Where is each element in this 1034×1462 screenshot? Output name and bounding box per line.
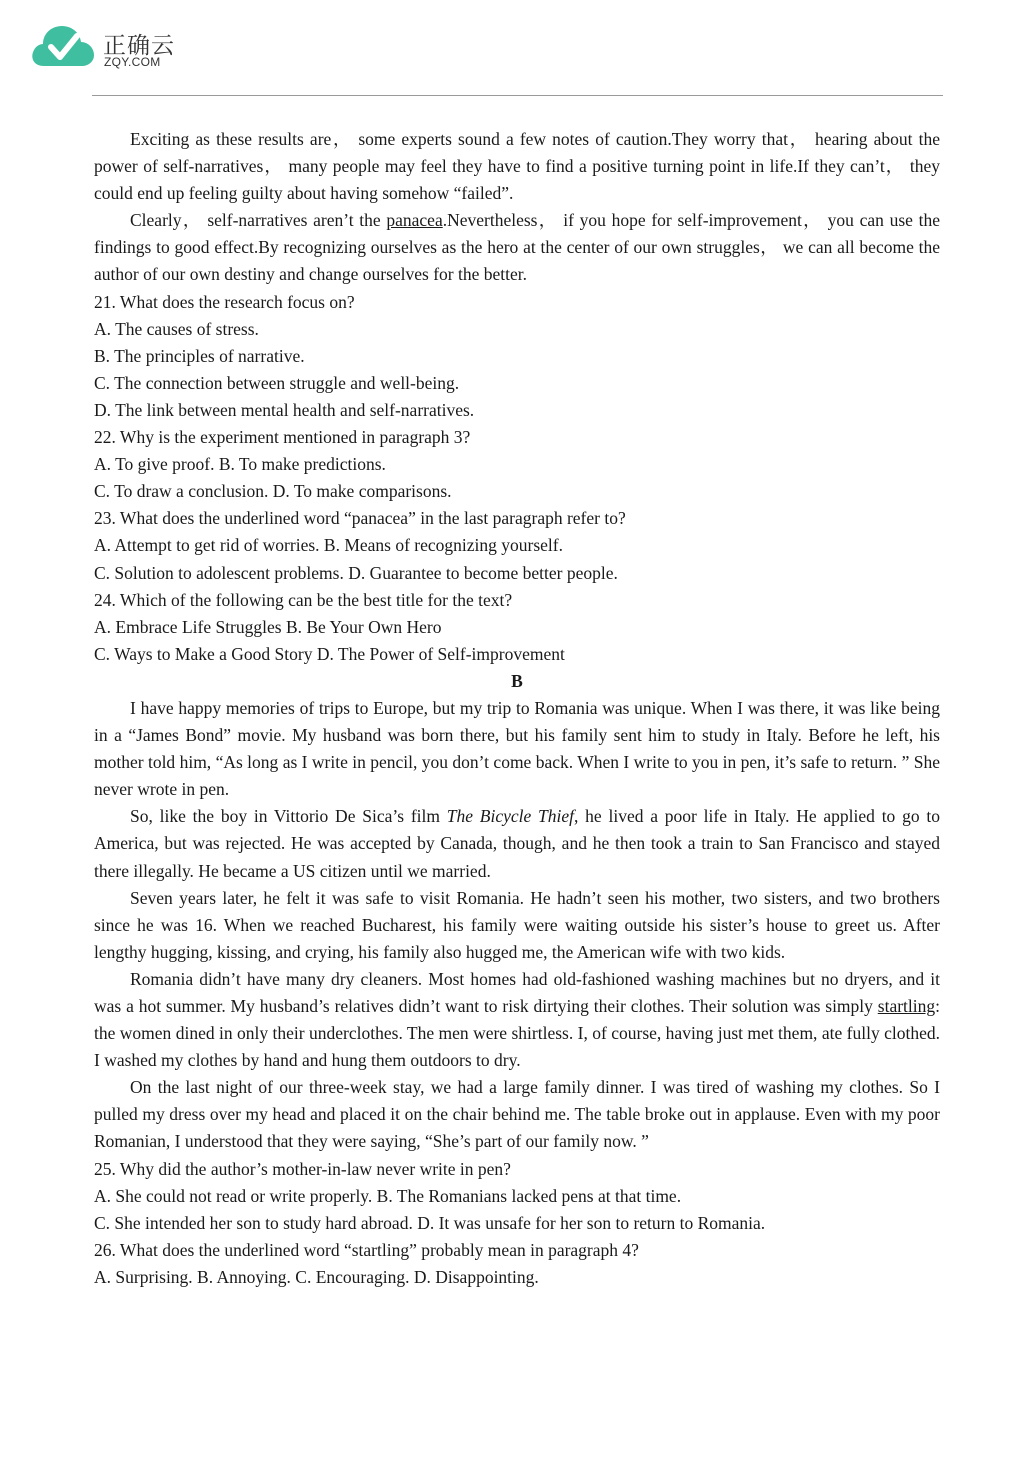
underlined-word-panacea: panacea bbox=[386, 210, 443, 231]
question-25: 25. Why did the author’s mother-in-law never write in pen? bbox=[94, 1158, 511, 1179]
question-26: 26. What does the underlined word “startling” probably mean in paragraph 4? bbox=[94, 1239, 639, 1260]
text-run: .Nevertheless， if you hope for self-improvement， you can use the findings to good effect.By recognizing ourselves as the hero at the center of our own struggles， we can all become the author of our own destiny and change ourselves for the better. bbox=[94, 210, 940, 285]
underlined-word-startling: startling bbox=[877, 996, 936, 1016]
text-run: : the women dined in only their underclothes. The men were shirtless. I, of course, having just met them, ate fully clothed. I washed my clothes by hand and hung them outdoors to dry. bbox=[94, 996, 940, 1071]
text-run: , he lived a poor life in Italy. He applied to go to America, but was rejected. He was accepted by Canada, though, and he then took a train to San Francisco and stayed there illegally. He became a US citizen until we married. bbox=[94, 806, 940, 881]
options-24-cd: C. Ways to Make a Good Story D. The Power of Self-improvement bbox=[94, 643, 565, 664]
options-22-ab: A. To give proof. B. To make predictions. bbox=[94, 454, 386, 475]
passage-b-paragraph-2 bbox=[94, 803, 940, 884]
header-divider bbox=[92, 95, 943, 96]
passage-a-paragraph-5: Exciting as these results are， some experts sound a few notes of caution.They worry that， hearing about the power of self-narratives， many people may feel they have to find a positive turning point in life.If they can’t， they could end up feeling guilty about having somehow “failed”. bbox=[94, 129, 940, 204]
question-22: 22. Why is the experiment mentioned in paragraph 3? bbox=[94, 427, 471, 448]
document-body bbox=[94, 126, 940, 1291]
options-25-ab: A. She could not read or write properly. B. The Romanians lacked pens at that time. bbox=[94, 1185, 682, 1206]
brand-name: 正确云 bbox=[103, 33, 175, 59]
passage-b-paragraph-3: Seven years later, he felt it was safe to visit Romania. He hadn’t seen his mother, two sisters, and two brothers since he was 16. When we reached Bucharest, his family were waiting outside his sister’s house to greet us. After lengthy hugging, kissing, and crying, his family also hugged me, the American wife with two kids. bbox=[94, 887, 940, 962]
section-heading-b: B bbox=[511, 670, 523, 691]
brand-domain: ZQY.COM bbox=[104, 55, 161, 69]
question-23: 23. What does the underlined word “panacea” in the last paragraph refer to? bbox=[94, 508, 626, 529]
question-24: 24. Which of the following can be the best title for the text? bbox=[94, 589, 513, 610]
text-run: So, like the boy in Vittorio De Sica’s film bbox=[130, 806, 447, 827]
film-title: The Bicycle Thief bbox=[446, 806, 575, 827]
options-26: A. Surprising. B. Annoying. C. Encouraging. D. Disappointing. bbox=[94, 1266, 539, 1287]
text-run: Clearly， self-narratives aren’t the bbox=[130, 210, 387, 231]
passage-a-paragraph-6 bbox=[94, 207, 940, 288]
options-22-cd: C. To draw a conclusion. D. To make comparisons. bbox=[94, 481, 452, 502]
option-21-a: A. The causes of stress. bbox=[94, 318, 259, 339]
text-run: Romania didn’t have many dry cleaners. Most homes had old-fashioned washing machines but no dryers, and it was a hot summer. My husband’s relatives didn’t want to risk dirtying their clothes. Their solution was simply bbox=[94, 968, 940, 1016]
option-21-b: B. The principles of narrative. bbox=[94, 345, 305, 366]
passage-b-paragraph-5: On the last night of our three-week stay, we had a large family dinner. I was tired of washing my clothes. So I pulled my dress over my head and placed it on the chair behind me. The table broke out in applause. Even with my poor Romanian, I understood that they were saying, “She’s part of our family now. ” bbox=[94, 1077, 940, 1152]
options-24-ab: A. Embrace Life Struggles B. Be Your Own Hero bbox=[94, 616, 442, 637]
zqy-logo-icon bbox=[30, 22, 96, 72]
options-25-cd: C. She intended her son to study hard abroad. D. It was unsafe for her son to return to Romania. bbox=[94, 1212, 766, 1233]
passage-b-paragraph-1: I have happy memories of trips to Europe, but my trip to Romania was unique. When I was there, it was like being in a “James Bond” movie. My husband was born there, but his family sent him to study in Italy. Before he left, his mother told him, “As long as I write in pencil, you don’t come back. When I write to you in pen, it’s safe to return. ” She never wrote in pen. bbox=[94, 697, 940, 800]
passage-b-paragraph-4 bbox=[94, 966, 940, 1074]
options-23-cd: C. Solution to adolescent problems. D. Guarantee to become better people. bbox=[94, 562, 618, 583]
question-21: 21. What does the research focus on? bbox=[94, 291, 355, 312]
options-23-ab: A. Attempt to get rid of worries. B. Means of recognizing yourself. bbox=[94, 535, 563, 556]
option-21-d: D. The link between mental health and self-narratives. bbox=[94, 399, 475, 420]
option-21-c: C. The connection between struggle and well-being. bbox=[94, 372, 460, 393]
page-header bbox=[0, 0, 1034, 100]
